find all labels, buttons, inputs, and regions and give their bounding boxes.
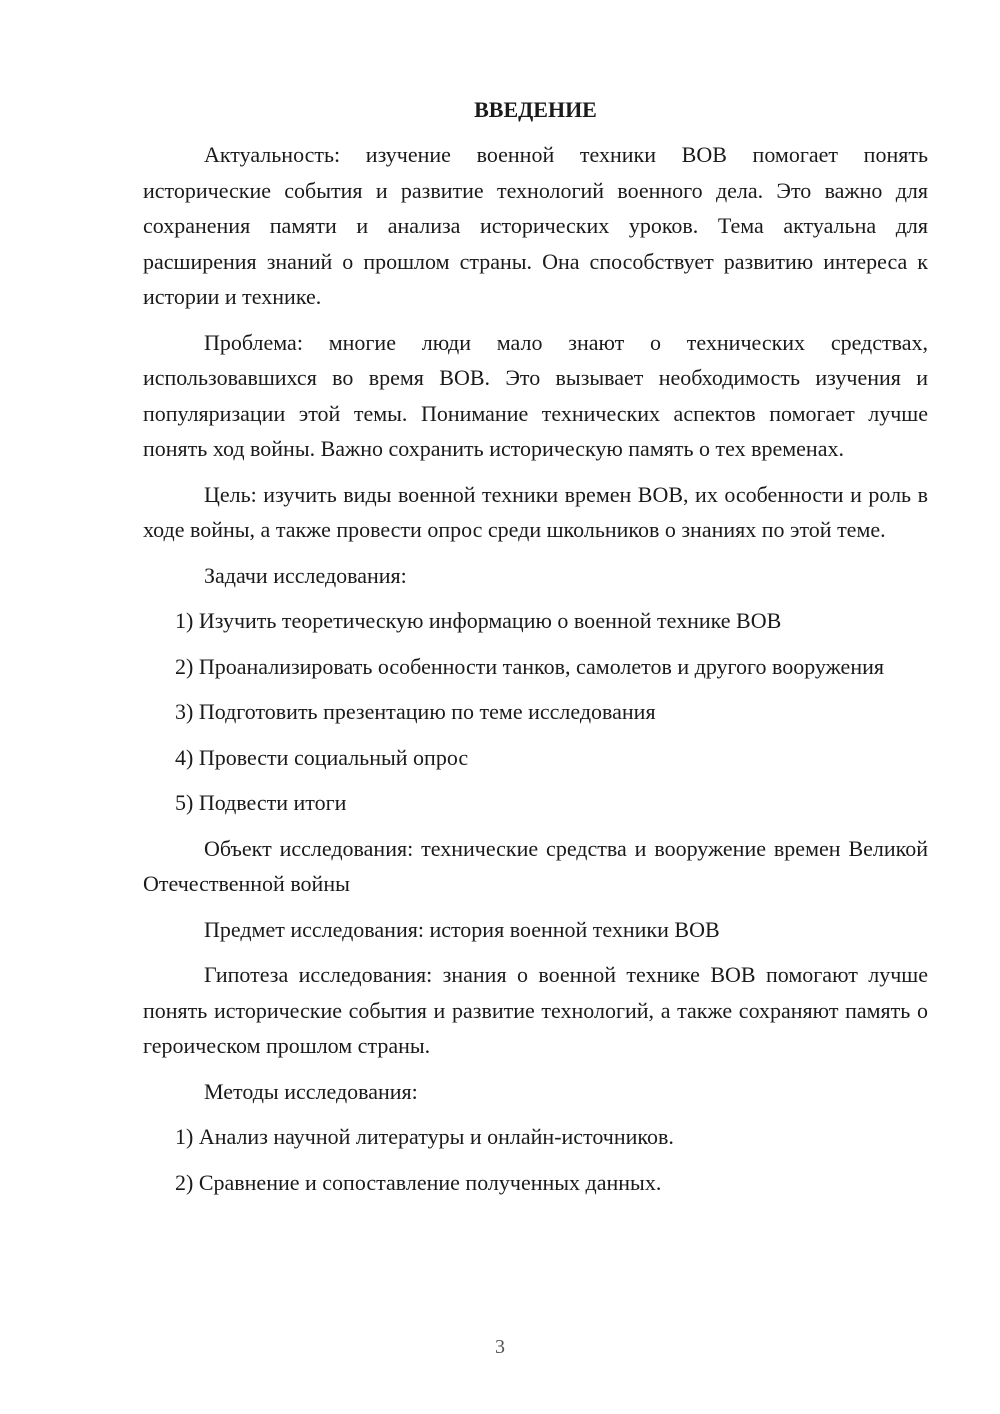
goal-paragraph: Цель: изучить виды военной техники времен ВОВ, их особенности и роль в ходе войны, а также провести опрос среди школьников о знаниях по этой теме. [143, 481, 928, 542]
section-title: ВВЕДЕНИЕ [474, 97, 597, 122]
page-content [143, 92, 928, 1210]
task-item: 1) Изучить теоретическую информацию о военной технике ВОВ [175, 608, 782, 633]
relevance-paragraph: Актуальность: изучение военной техники ВОВ помогает понять исторические события и развитие технологий военного дела. Это важно для сохранения памяти и анализа исторических уроков. Тема актуальна для расширения знаний о прошлом страны. Она способствует развитию интереса к истории и технике. [143, 142, 928, 309]
method-item: 2) Сравнение и сопоставление полученных данных. [175, 1169, 662, 1195]
methods-heading: Методы исследования: [204, 1078, 418, 1104]
method-item: 1) Анализ научной литературы и онлайн-источников. [175, 1124, 674, 1149]
task-item: 4) Провести социальный опрос [175, 744, 469, 770]
subject-paragraph: Предмет исследования: история военной техники ВОВ [204, 916, 720, 942]
task-item: 5) Подвести итоги [175, 790, 347, 815]
hypothesis-paragraph: Гипотеза исследования: знания о военной технике ВОВ помогают лучше понять исторические события и развитие технологий, а также сохраняют память о героическом прошлом страны. [143, 962, 928, 1058]
task-item: 3) Подготовить презентацию по теме исследования [175, 699, 656, 724]
tasks-heading: Задачи исследования: [204, 562, 407, 588]
object-paragraph: Объект исследования: технические средства и вооружение времен Великой Отечественной войны [143, 835, 928, 896]
task-item: 2) Проанализировать особенности танков, самолетов и другого вооружения [175, 653, 884, 679]
page-number: 3 [495, 1336, 505, 1358]
problem-paragraph: Проблема: многие люди мало знают о технических средствах, использовавшихся во время ВОВ. Это вызывает необходимость изучения и популяризации этой темы. Понимание технических аспектов помогает лучше понять ход войны. Важно сохранить историческую память о тех временах. [143, 329, 928, 461]
